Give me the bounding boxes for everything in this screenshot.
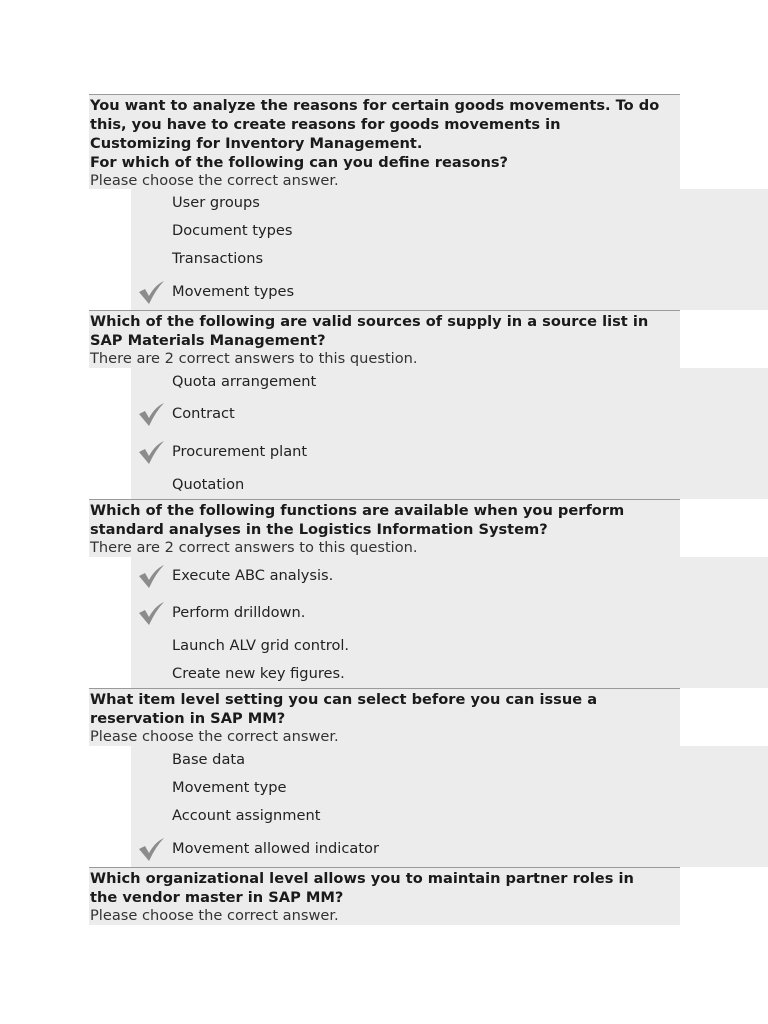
checkmark-icon <box>137 563 165 589</box>
question-title: Which organizational level allows you to maintain partner roles in the vendor master in SAP MM? <box>90 870 634 906</box>
question-title: You want to analyze the reasons for certain goods movements. To do this, you have to create reasons for goods movements in Customizing for Inventory Management. For which of the following can you define reasons? <box>90 97 660 171</box>
checkmark-icon <box>137 279 165 305</box>
answer-option[interactable] <box>131 632 768 660</box>
answer-label: Account assignment <box>172 807 321 824</box>
answer-options <box>131 746 768 867</box>
answer-label: Movement allowed indicator <box>172 840 379 857</box>
question-title: What item level setting you can select before you can issue a reservation in SAP MM? <box>90 691 598 727</box>
answer-label: Perform drilldown. <box>172 604 306 621</box>
answer-label: Base data <box>172 751 246 768</box>
question-instruction: Please choose the correct answer. <box>90 907 339 924</box>
question-3 <box>89 499 680 557</box>
answer-option[interactable] <box>131 660 768 688</box>
answer-option[interactable] <box>131 438 768 466</box>
answer-label: Contract <box>172 405 235 422</box>
answer-option[interactable] <box>131 471 768 499</box>
answer-label: Movement types <box>172 283 295 300</box>
answer-option[interactable] <box>131 774 768 802</box>
answer-label: Execute ABC analysis. <box>172 567 334 584</box>
answer-label: Transactions <box>172 250 264 267</box>
answer-options <box>131 368 768 499</box>
answer-label: Quotation <box>172 476 245 493</box>
checkmark-icon <box>137 836 165 862</box>
question-1 <box>89 94 680 189</box>
answer-label: Procurement plant <box>172 443 308 460</box>
question-title: Which of the following functions are available when you perform standard analyses in the Logistics Information System? <box>90 502 625 538</box>
checkmark-icon <box>137 401 165 427</box>
question-2 <box>89 310 680 368</box>
answer-label: User groups <box>172 194 260 211</box>
answer-label: Launch ALV grid control. <box>172 637 350 654</box>
answer-option[interactable] <box>131 368 768 396</box>
answer-label: Create new key figures. <box>172 665 345 682</box>
answer-option[interactable] <box>131 245 768 273</box>
question-instruction: There are 2 correct answers to this question. <box>90 350 418 367</box>
answer-option[interactable] <box>131 189 768 217</box>
answer-option[interactable] <box>131 400 768 428</box>
question-5 <box>89 867 680 925</box>
answer-option[interactable] <box>131 599 768 627</box>
answer-option[interactable] <box>131 217 768 245</box>
answer-label: Movement type <box>172 779 287 796</box>
question-4 <box>89 688 680 746</box>
checkmark-icon <box>137 439 165 465</box>
question-instruction: Please choose the correct answer. <box>90 728 339 745</box>
question-title: Which of the following are valid sources of supply in a source list in SAP Materials Management? <box>90 313 649 349</box>
question-instruction: Please choose the correct answer. <box>90 172 339 189</box>
answer-option[interactable] <box>131 746 768 774</box>
answer-option[interactable] <box>131 278 768 306</box>
answer-option[interactable] <box>131 835 768 863</box>
answer-option[interactable] <box>131 562 768 590</box>
answer-option[interactable] <box>131 802 768 830</box>
question-instruction: There are 2 correct answers to this question. <box>90 539 418 556</box>
answer-label: Document types <box>172 222 293 239</box>
checkmark-icon <box>137 600 165 626</box>
answer-options <box>131 557 768 688</box>
answer-label: Quota arrangement <box>172 373 317 390</box>
answer-options <box>131 189 768 310</box>
